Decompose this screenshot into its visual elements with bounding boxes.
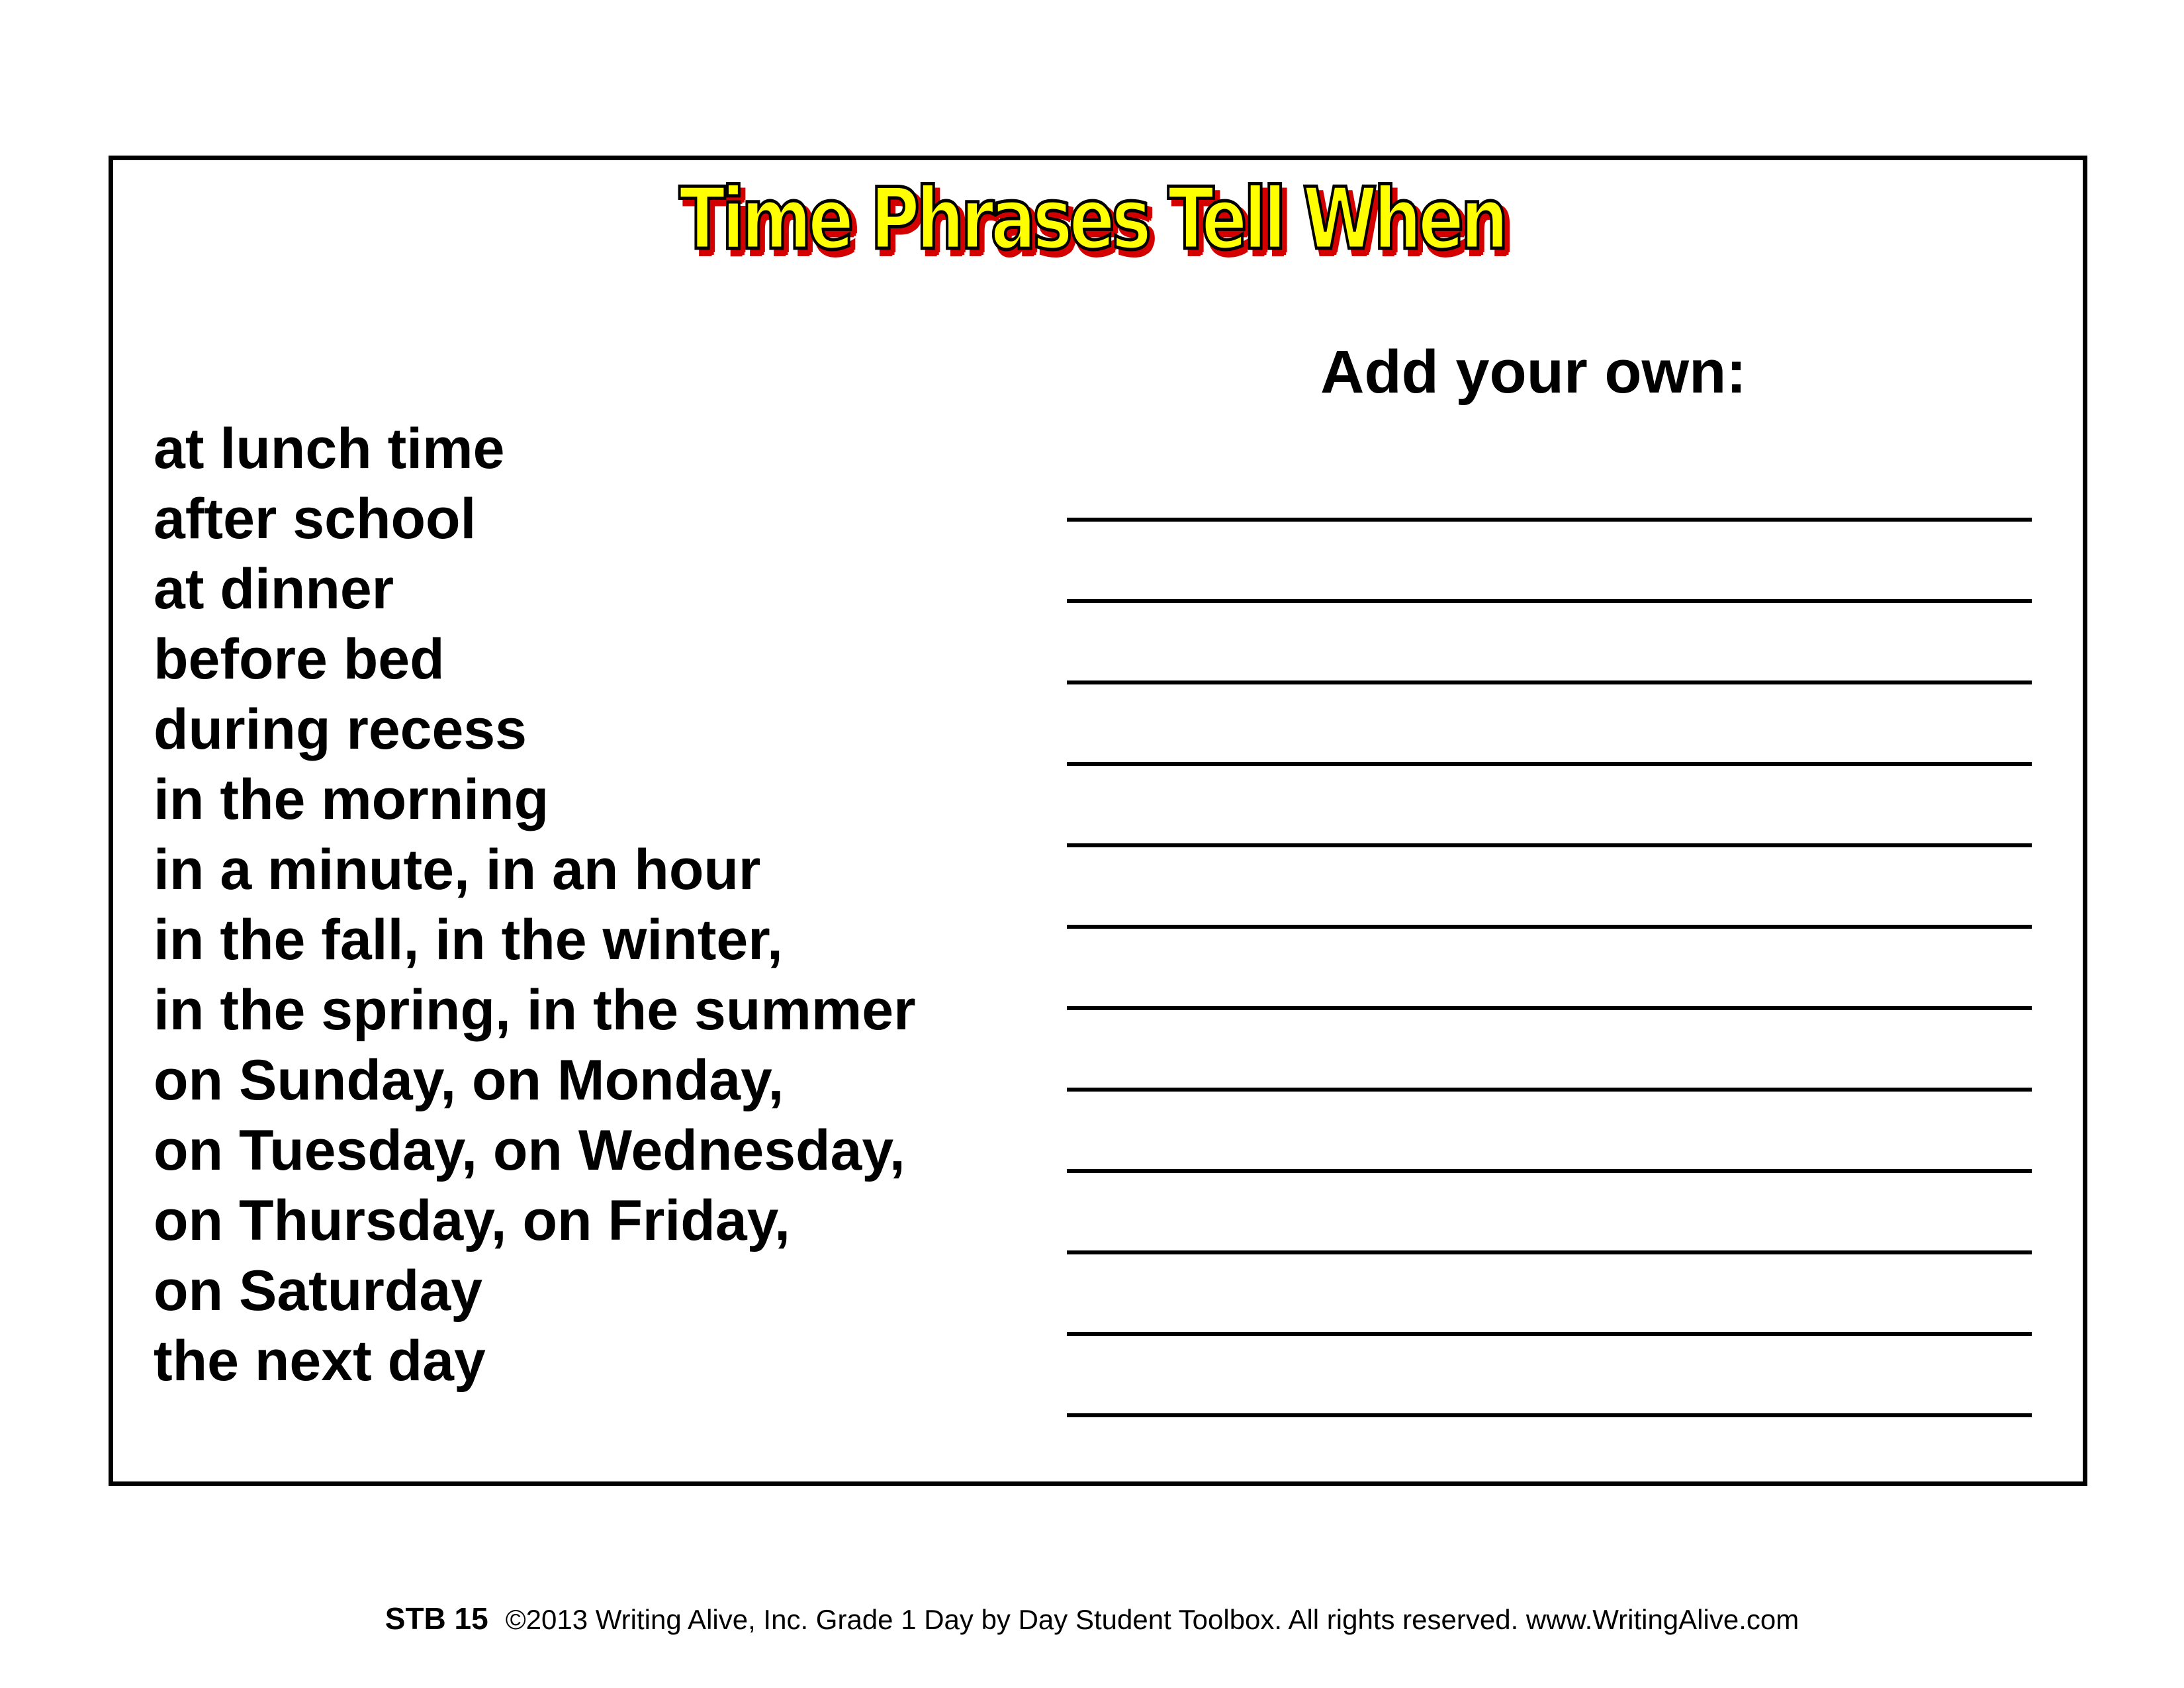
footer-copyright: ©2013 Writing Alive, Inc. Grade 1 Day by Day Student Toolbox. All rights reserved. www.WritingAlive.com [505, 1604, 1799, 1635]
time-phrase: on Sunday, on Monday, [154, 1049, 784, 1112]
time-phrase-list [154, 414, 916, 1396]
time-phrase: at lunch time [154, 417, 505, 481]
time-phrase: during recess [154, 698, 527, 761]
time-phrase: on Tuesday, on Wednesday, [154, 1119, 905, 1182]
time-phrase: after school [154, 487, 477, 551]
page-title: Time Phrases Tell When [679, 170, 1505, 269]
blank-writing-line [1067, 843, 2032, 925]
time-phrase: on Saturday [154, 1259, 482, 1323]
footer [0, 1601, 2184, 1636]
writing-lines [1067, 518, 2032, 1495]
time-phrase: at dinner [154, 557, 394, 621]
blank-writing-line [1067, 518, 2032, 599]
time-phrase: in the spring, in the summer [154, 978, 916, 1042]
time-phrase: in a minute, in an hour [154, 838, 761, 902]
time-phrase: in the fall, in the winter, [154, 908, 783, 972]
blank-writing-line [1067, 1006, 2032, 1088]
blank-writing-line [1067, 680, 2032, 762]
footer-code: STB 15 [385, 1601, 488, 1636]
time-phrase: the next day [154, 1329, 486, 1393]
add-your-own-heading: Add your own: [1320, 338, 1747, 406]
time-phrase: in the morning [154, 768, 549, 831]
time-phrase: on Thursday, on Friday, [154, 1189, 790, 1252]
blank-writing-line [1067, 1332, 2032, 1413]
blank-writing-line [1067, 1250, 2032, 1332]
time-phrase: before bed [154, 628, 445, 691]
blank-writing-line [1067, 1088, 2032, 1169]
blank-writing-line [1067, 1413, 2032, 1495]
blank-writing-line [1067, 925, 2032, 1006]
blank-writing-line [1067, 599, 2032, 680]
blank-writing-line [1067, 762, 2032, 843]
blank-writing-line [1067, 1169, 2032, 1250]
